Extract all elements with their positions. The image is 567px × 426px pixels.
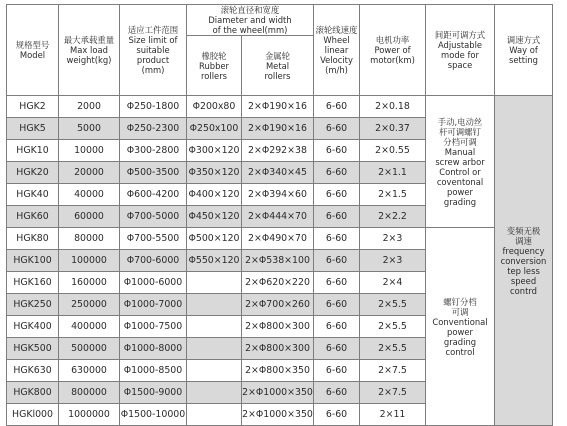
cell-size-limit: Φ300-2800 bbox=[120, 140, 187, 162]
cell-size-limit: Φ1000-6000 bbox=[120, 272, 187, 294]
cell-rubber-roller: Φ250x100 bbox=[187, 118, 242, 140]
header-motor-power: 电机功率 Power of motor(km) bbox=[360, 5, 426, 96]
cell-model: HGK10 bbox=[7, 140, 59, 162]
cell-velocity: 6-60 bbox=[314, 228, 360, 250]
header-metal-rollers: 金属轮 Metal rollers bbox=[242, 36, 314, 96]
cell-rubber-roller bbox=[187, 382, 242, 404]
cell-velocity: 6-60 bbox=[314, 206, 360, 228]
cell-model: HGK630 bbox=[7, 360, 59, 382]
header-size-limit: 适应工件范围 Size limit of suitable product (mm) bbox=[120, 5, 187, 96]
cell-metal-roller: 2×Φ800×300 bbox=[242, 338, 314, 360]
cell-size-limit: Φ250-2300 bbox=[120, 118, 187, 140]
cell-model: HGK800 bbox=[7, 382, 59, 404]
cell-metal-roller: 2×Φ800×350 bbox=[242, 360, 314, 382]
cell-metal-roller: 2×Φ190×16 bbox=[242, 118, 314, 140]
cell-velocity: 6-60 bbox=[314, 338, 360, 360]
cell-velocity: 6-60 bbox=[314, 404, 360, 426]
header-rubber-rollers: 橡胶轮 Rubber rollers bbox=[187, 36, 242, 96]
cell-motor-power: 2×0.37 bbox=[360, 118, 426, 140]
cell-max-load: 400000 bbox=[59, 316, 120, 338]
cell-max-load: 40000 bbox=[59, 184, 120, 206]
cell-max-load: 250000 bbox=[59, 294, 120, 316]
spec-table bbox=[6, 4, 553, 426]
cell-size-limit: Φ1000-8000 bbox=[120, 338, 187, 360]
cell-max-load: 1000000 bbox=[59, 404, 120, 426]
header-model: 规格型号 Model bbox=[7, 5, 59, 96]
cell-motor-power: 2×7.5 bbox=[360, 360, 426, 382]
cell-max-load: 800000 bbox=[59, 382, 120, 404]
cell-rubber-roller bbox=[187, 272, 242, 294]
cell-size-limit: Φ1000-7500 bbox=[120, 316, 187, 338]
cell-model: HGK5 bbox=[7, 118, 59, 140]
table-row bbox=[7, 96, 553, 118]
cell-rubber-roller: Φ500×120 bbox=[187, 228, 242, 250]
cell-rubber-roller bbox=[187, 294, 242, 316]
cell-motor-power: 2×1.1 bbox=[360, 162, 426, 184]
cell-motor-power: 2×3 bbox=[360, 228, 426, 250]
cell-max-load: 160000 bbox=[59, 272, 120, 294]
cell-rubber-roller bbox=[187, 316, 242, 338]
cell-motor-power: 2×4 bbox=[360, 272, 426, 294]
cell-metal-roller: 2×Φ620×220 bbox=[242, 272, 314, 294]
cell-velocity: 6-60 bbox=[314, 140, 360, 162]
cell-size-limit: Φ1000-8500 bbox=[120, 360, 187, 382]
spec-table-container bbox=[6, 4, 553, 426]
cell-metal-roller: 2×Φ292×38 bbox=[242, 140, 314, 162]
cell-size-limit: Φ250-1800 bbox=[120, 96, 187, 118]
cell-size-limit: Φ500-3500 bbox=[120, 162, 187, 184]
cell-metal-roller: 2×Φ700×260 bbox=[242, 294, 314, 316]
cell-motor-power: 2×5.5 bbox=[360, 316, 426, 338]
cell-max-load: 630000 bbox=[59, 360, 120, 382]
cell-rubber-roller bbox=[187, 360, 242, 382]
cell-motor-power: 2×1.5 bbox=[360, 184, 426, 206]
cell-velocity: 6-60 bbox=[314, 360, 360, 382]
cell-max-load: 2000 bbox=[59, 96, 120, 118]
cell-size-limit: Φ600-4200 bbox=[120, 184, 187, 206]
setting-frequency-conversion: 变频无极 调速 frequency conversion tep less speed contrd bbox=[495, 96, 553, 426]
cell-motor-power: 2×7.5 bbox=[360, 382, 426, 404]
cell-model: HGK400 bbox=[7, 316, 59, 338]
cell-metal-roller: 2×Φ1000×350 bbox=[242, 382, 314, 404]
cell-motor-power: 2×0.18 bbox=[360, 96, 426, 118]
cell-max-load: 100000 bbox=[59, 250, 120, 272]
cell-model: HGK100 bbox=[7, 250, 59, 272]
cell-model: HGK40 bbox=[7, 184, 59, 206]
cell-metal-roller: 2×Φ444×70 bbox=[242, 206, 314, 228]
cell-motor-power: 2×2.2 bbox=[360, 206, 426, 228]
cell-velocity: 6-60 bbox=[314, 96, 360, 118]
cell-velocity: 6-60 bbox=[314, 316, 360, 338]
cell-velocity: 6-60 bbox=[314, 118, 360, 140]
cell-motor-power: 2×5.5 bbox=[360, 338, 426, 360]
cell-motor-power: 2×11 bbox=[360, 404, 426, 426]
header-wheel-velocity: 滚轮线速度 Wheel linear Velocity (m/h) bbox=[314, 5, 360, 96]
space-mode-manual-or-power: 手动,电动丝 杆可调螺钉 分档可调 Manual screw arbor Control or coventonal power grading bbox=[426, 96, 495, 228]
cell-model: HGK160 bbox=[7, 272, 59, 294]
cell-rubber-roller: Φ450×120 bbox=[187, 206, 242, 228]
cell-metal-roller: 2×Φ538×100 bbox=[242, 250, 314, 272]
cell-metal-roller: 2×Φ340×45 bbox=[242, 162, 314, 184]
cell-max-load: 80000 bbox=[59, 228, 120, 250]
cell-rubber-roller: Φ400×120 bbox=[187, 184, 242, 206]
table-row bbox=[7, 228, 553, 250]
cell-velocity: 6-60 bbox=[314, 184, 360, 206]
cell-rubber-roller: Φ550×120 bbox=[187, 250, 242, 272]
cell-max-load: 500000 bbox=[59, 338, 120, 360]
cell-max-load: 60000 bbox=[59, 206, 120, 228]
cell-rubber-roller: Φ300×120 bbox=[187, 140, 242, 162]
cell-max-load: 20000 bbox=[59, 162, 120, 184]
cell-metal-roller: 2×Φ490×70 bbox=[242, 228, 314, 250]
cell-size-limit: Φ700-6000 bbox=[120, 250, 187, 272]
cell-rubber-roller bbox=[187, 338, 242, 360]
cell-rubber-roller: Φ200x80 bbox=[187, 96, 242, 118]
cell-model: HGKl000 bbox=[7, 404, 59, 426]
header-wheel-diameter-width: 滚轮直径和宽度 Diameter and width of the wheel(mm) bbox=[187, 5, 314, 36]
cell-model: HGK2 bbox=[7, 96, 59, 118]
cell-model: HGK60 bbox=[7, 206, 59, 228]
header-max-load: 最大承载重量 Max load weight(kg) bbox=[59, 5, 120, 96]
cell-max-load: 10000 bbox=[59, 140, 120, 162]
header-way-of-setting: 调速方式 Way of setting bbox=[495, 5, 553, 96]
header-adjustable-space: 间距可调方式 Adjustable mode for space bbox=[426, 5, 495, 96]
cell-max-load: 5000 bbox=[59, 118, 120, 140]
cell-velocity: 6-60 bbox=[314, 272, 360, 294]
cell-motor-power: 2×0.55 bbox=[360, 140, 426, 162]
cell-model: HGK80 bbox=[7, 228, 59, 250]
cell-motor-power: 2×5.5 bbox=[360, 294, 426, 316]
cell-size-limit: Φ700-5000 bbox=[120, 206, 187, 228]
cell-size-limit: Φ1500-10000 bbox=[120, 404, 187, 426]
cell-metal-roller: 2×Φ800×300 bbox=[242, 316, 314, 338]
cell-rubber-roller: Φ350×120 bbox=[187, 162, 242, 184]
cell-size-limit: Φ1000-7000 bbox=[120, 294, 187, 316]
cell-metal-roller: 2×Φ1000×350 bbox=[242, 404, 314, 426]
cell-model: HGK20 bbox=[7, 162, 59, 184]
cell-model: HGK500 bbox=[7, 338, 59, 360]
cell-motor-power: 2×3 bbox=[360, 250, 426, 272]
space-mode-conventional-power: 螺钉分档 可调 Conventional power grading control bbox=[426, 228, 495, 426]
cell-metal-roller: 2×Φ394×60 bbox=[242, 184, 314, 206]
cell-velocity: 6-60 bbox=[314, 250, 360, 272]
cell-velocity: 6-60 bbox=[314, 294, 360, 316]
cell-velocity: 6-60 bbox=[314, 382, 360, 404]
cell-size-limit: Φ1500-9000 bbox=[120, 382, 187, 404]
cell-rubber-roller bbox=[187, 404, 242, 426]
cell-model: HGK250 bbox=[7, 294, 59, 316]
cell-velocity: 6-60 bbox=[314, 162, 360, 184]
cell-metal-roller: 2×Φ190×16 bbox=[242, 96, 314, 118]
spec-table-body bbox=[7, 96, 553, 426]
cell-size-limit: Φ700-5500 bbox=[120, 228, 187, 250]
